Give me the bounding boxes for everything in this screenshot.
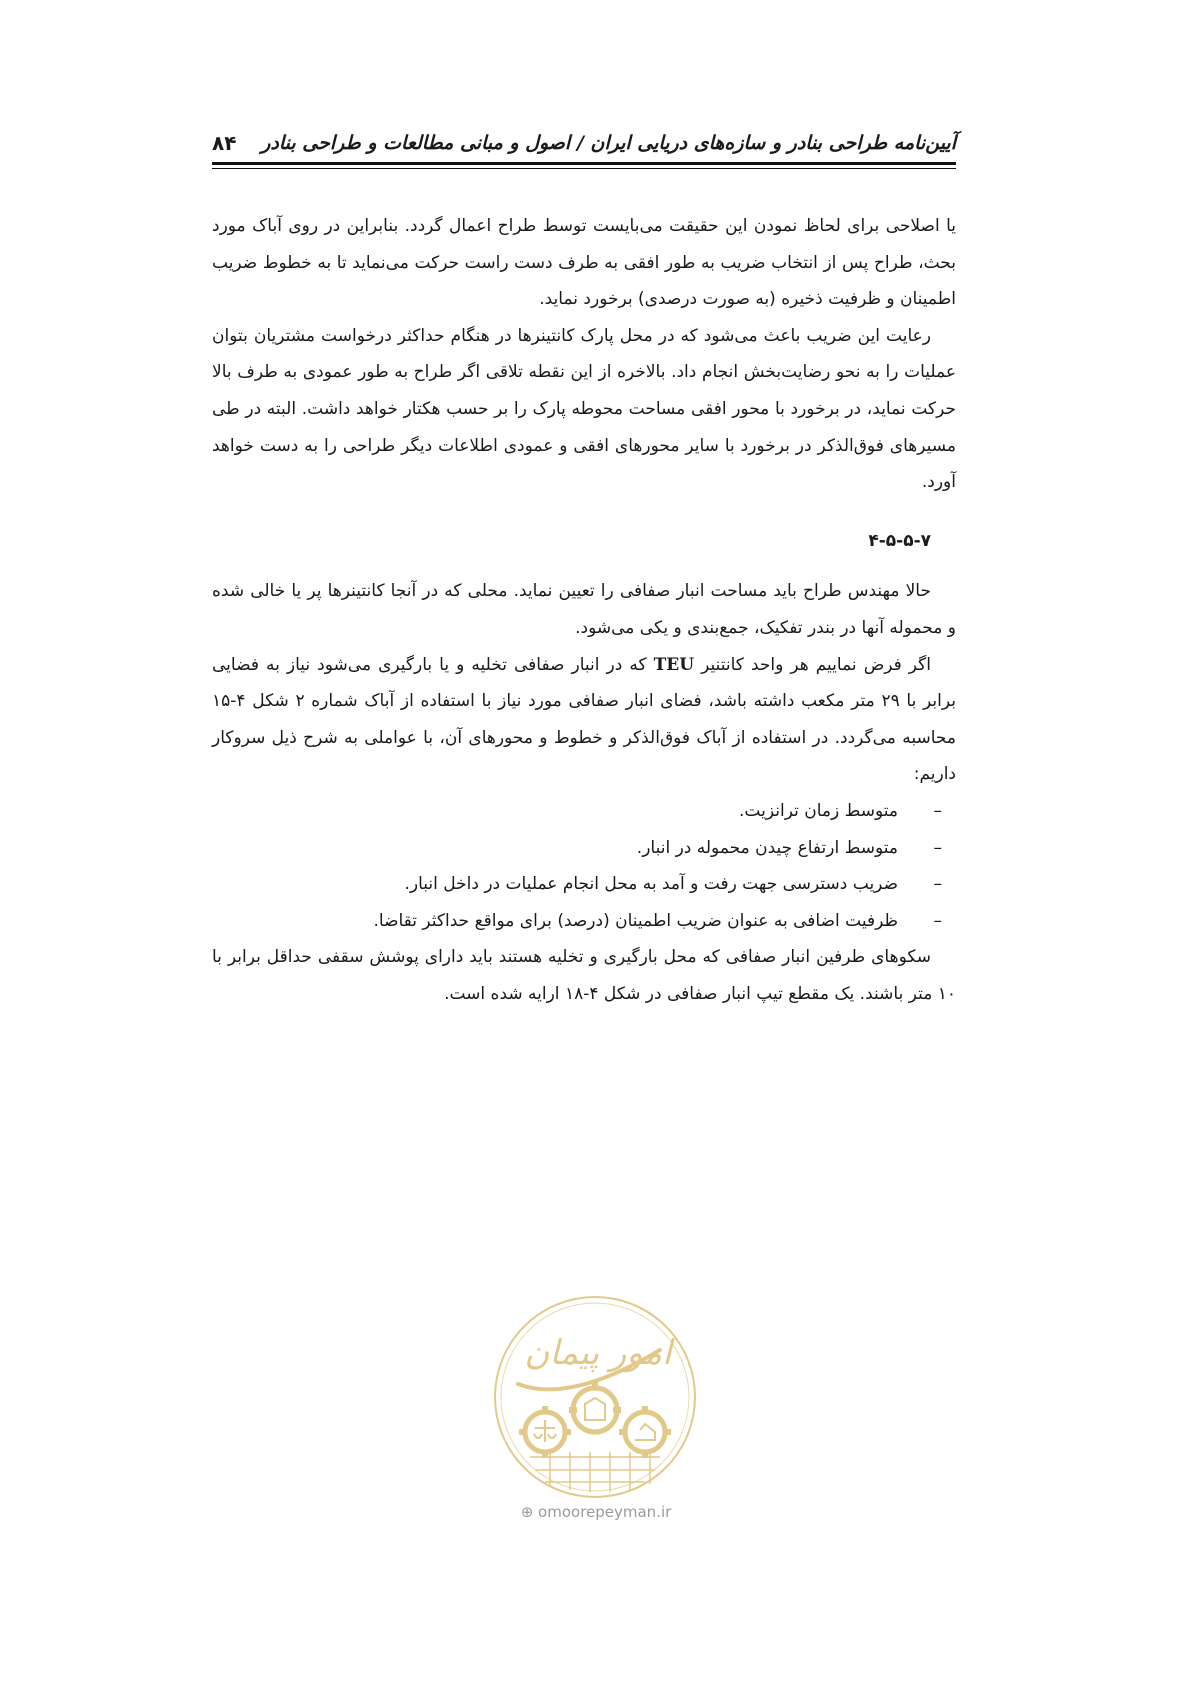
watermark-logo-icon <box>490 1292 700 1502</box>
body-text <box>212 208 956 1012</box>
list-item <box>212 866 956 903</box>
excavator-icon <box>635 1424 655 1440</box>
page-header <box>212 126 956 160</box>
paragraph-3: حالا مهندس طراح باید مساحت انبار صفافی را تعیین نماید. محلی که در آنجا کانتینرها پر یا خالی شده و محموله آنها در بندر تفکیک، جمع‌بندی و یکی می‌شود. <box>212 581 956 638</box>
bullet-dash: – <box>933 800 942 821</box>
list-item <box>212 830 956 867</box>
list-item-text: ظرفیت اضافی به عنوان ضریب اطمینان (درصد) برای مواقع حداکثر تقاضا. <box>373 910 898 931</box>
page-number: ۸۴ <box>212 131 237 155</box>
list-item <box>212 793 956 830</box>
building-icon <box>585 1398 605 1420</box>
paragraph-2: رعایت این ضریب باعث می‌شود که در محل پارک کانتینرها در هنگام حداکثر درخواست مشتریان بتوان عملیات را به نحو رضایت‌بخش انجام داد. بالاخره از این نقطه تلاقی اگر طراح به طور عمودی به طرف بالا حرکت نماید، در برخورد با محور افقی مساحت محوطه پارک را بر حسب هکتار خواهد داشت. البته در طی مسیرهای فوق‌الذکر در برخورد با سایر محورهای افقی و عمودی اطلاعات دیگر طراحی را به دست خواهد آورد. <box>212 325 956 493</box>
header-rule-thick <box>212 162 956 165</box>
paragraph-1: یا اصلاحی برای لحاظ نمودن این حقیقت می‌بایست توسط طراح اعمال گردد. بنابراین در روی آباک مورد بحث، طراح پس از انتخاب ضریب به طور افقی به طرف دست راست حرکت می‌نماید تا به خطوط ضریب اطمینان و ظرفیت ذخیره (به صورت درصدی) برخورد نماید. <box>212 216 956 310</box>
factor-list <box>212 793 956 939</box>
scale-icon <box>534 1420 556 1442</box>
watermark-url <box>466 1503 726 1521</box>
paragraph-4 <box>212 647 956 793</box>
watermark-url-text: omoorepeyman.ir <box>538 1503 672 1521</box>
list-item-text: متوسط زمان ترانزیت. <box>739 800 898 821</box>
paragraph-5: سکوهای طرفین انبار صفافی که محل بارگیری و تخلیه هستند باید دارای پوشش سقفی حداقل برابر با ۱۰ متر باشند. یک مقطع تیپ انبار صفافی در شکل ۴-۱۸ ارایه شده است. <box>212 947 956 1004</box>
header-rule-thin <box>212 168 956 169</box>
list-item <box>212 903 956 940</box>
globe-icon: ⊕ <box>520 1503 534 1521</box>
list-item-text: ضریب دسترسی جهت رفت و آمد به محل انجام عملیات در داخل انبار. <box>404 874 898 895</box>
bullet-dash: – <box>933 874 942 895</box>
paragraph-4-start: اگر فرض نماییم هر واحد کانتنیر <box>701 654 931 675</box>
logo-lettering: امور پیمان <box>524 1333 672 1373</box>
paragraph-4-end: که در انبار صفافی تخلیه و یا بارگیری می‌شود نیاز به فضایی برابر با ۲۹ متر مکعب داشته باشد، فضای انبار صفافی مورد نیاز با استفاده از آباک شماره ۲ شکل ۴-۱۵ محاسبه می‌گردد. در استفاده از آباک فوق‌الذکر و خطوط و محورهای آن، با عواملی به شرح ذیل سروکار داریم: <box>212 654 956 785</box>
section-number: ۴-۵-۵-۷ <box>868 530 931 551</box>
bullet-dash: – <box>933 910 942 931</box>
list-item-text: متوسط ارتفاع چیدن محموله در انبار. <box>636 837 898 858</box>
bullet-dash: – <box>933 837 942 858</box>
teu-term: TEU <box>653 654 695 675</box>
running-title: آیین‌نامه طراحی بنادر و سازه‌های دریایی ایران / اصول و مبانی مطالعات و طراحی بنادر <box>261 132 956 154</box>
